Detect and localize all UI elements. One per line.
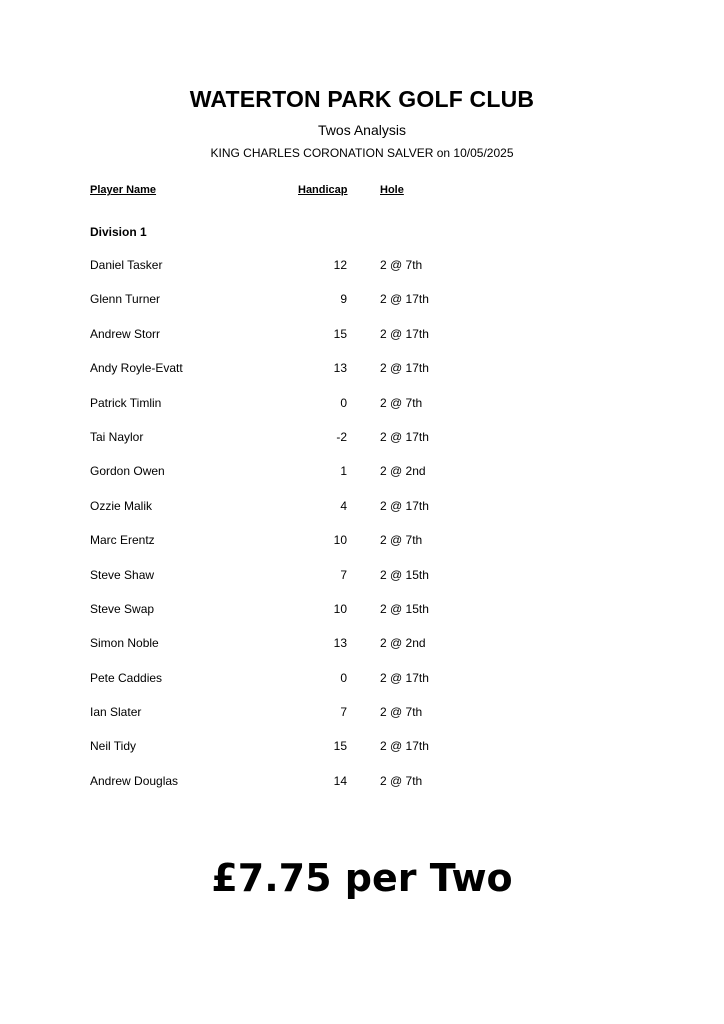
club-title: WATERTON PARK GOLF CLUB — [189, 86, 535, 112]
player-name-cell: Glenn Turner — [90, 292, 161, 307]
handicap-cell: 4 — [340, 498, 347, 513]
report-title: Twos Analysis — [318, 122, 406, 138]
hole-cell: 2 @ 7th — [380, 773, 423, 788]
handicap-cell: 14 — [333, 773, 347, 788]
hole-cell: 2 @ 17th — [380, 429, 429, 444]
table-row — [0, 636, 724, 670]
table-row — [0, 327, 724, 361]
handicap-cell: 7 — [340, 705, 347, 720]
hole-cell: 2 @ 7th — [380, 705, 423, 720]
handicap-cell: 7 — [340, 567, 347, 582]
table-row — [0, 499, 724, 533]
player-name-cell: Ozzie Malik — [90, 498, 153, 513]
table-row — [0, 292, 724, 326]
hole-cell: 2 @ 17th — [380, 670, 429, 685]
handicap-cell: 15 — [333, 326, 347, 341]
player-name-cell: Marc Erentz — [90, 533, 155, 548]
hole-cell: 2 @ 17th — [380, 361, 429, 376]
hole-cell: 2 @ 2nd — [380, 636, 426, 651]
handicap-cell: 10 — [333, 601, 347, 616]
player-name-cell: Simon Noble — [90, 636, 159, 651]
hole-cell: 2 @ 17th — [380, 292, 429, 307]
table-row — [0, 258, 724, 292]
player-name-cell: Andrew Douglas — [90, 773, 179, 788]
handicap-cell: 0 — [340, 395, 347, 410]
table-row — [0, 671, 724, 705]
table-row — [0, 602, 724, 636]
handicap-cell: -2 — [336, 429, 347, 444]
division-heading: Division 1 — [90, 225, 147, 239]
table-row — [0, 430, 724, 464]
table-row — [0, 568, 724, 602]
handicap-cell: 0 — [340, 670, 347, 685]
handicap-cell: 10 — [333, 533, 347, 548]
handicap-cell: 1 — [340, 464, 347, 479]
handicap-cell: 15 — [333, 739, 347, 754]
table-row — [0, 774, 724, 808]
hole-cell: 2 @ 17th — [380, 498, 429, 513]
table-row — [0, 361, 724, 395]
column-header-handicap: Handicap — [298, 184, 348, 196]
hole-cell: 2 @ 15th — [380, 601, 429, 616]
player-name-cell: Daniel Tasker — [90, 258, 163, 272]
player-name-cell: Steve Swap — [90, 601, 155, 616]
hole-cell: 2 @ 7th — [380, 258, 423, 272]
hole-cell: 2 @ 15th — [380, 567, 429, 582]
table-row — [0, 464, 724, 498]
player-name-cell: Andy Royle-Evatt — [90, 361, 183, 376]
player-name-cell: Ian Slater — [90, 705, 142, 720]
handicap-cell: 9 — [340, 292, 347, 307]
hole-cell: 2 @ 2nd — [380, 464, 426, 479]
handicap-cell: 13 — [333, 361, 347, 376]
price-per-two: £7.75 per Two — [211, 856, 513, 900]
player-name-cell: Patrick Timlin — [90, 395, 162, 410]
hole-cell: 2 @ 7th — [380, 533, 423, 548]
handicap-cell: 12 — [333, 258, 347, 272]
hole-cell: 2 @ 7th — [380, 395, 423, 410]
competition-title: KING CHARLES CORONATION SALVER on 10/05/2025 — [210, 146, 514, 160]
player-name-cell: Andrew Storr — [90, 326, 161, 341]
hole-cell: 2 @ 17th — [380, 739, 429, 754]
player-name-cell: Steve Shaw — [90, 567, 155, 582]
hole-cell: 2 @ 17th — [380, 326, 429, 341]
table-row — [0, 739, 724, 773]
player-name-cell: Pete Caddies — [90, 670, 163, 685]
column-header-hole: Hole — [380, 184, 404, 196]
table-row — [0, 705, 724, 739]
table-row — [0, 533, 724, 567]
player-name-cell: Gordon Owen — [90, 464, 165, 479]
column-header-player-name: Player Name — [90, 184, 157, 196]
player-name-cell: Neil Tidy — [90, 739, 137, 754]
table-row — [0, 396, 724, 430]
player-name-cell: Tai Naylor — [90, 429, 144, 444]
twos-table-body — [0, 258, 724, 808]
handicap-cell: 13 — [333, 636, 347, 651]
